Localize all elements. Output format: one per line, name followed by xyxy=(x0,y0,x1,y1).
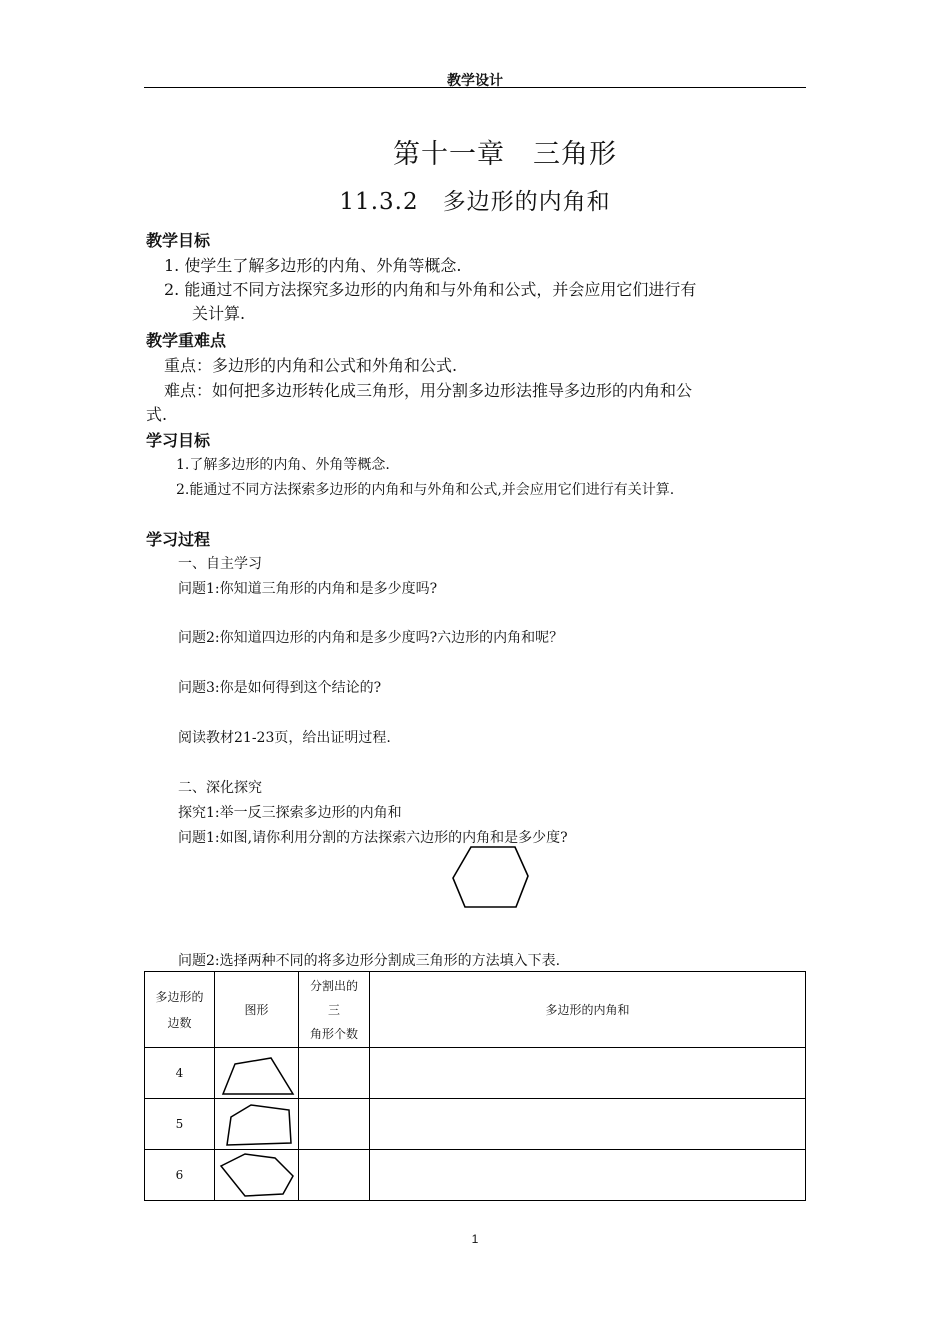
header-triangles-line1: 分割出的 xyxy=(309,978,358,993)
row-sides-5: 5 xyxy=(145,1099,215,1150)
chapter-title: 第十一章 三角形 xyxy=(393,139,617,170)
teaching-goal-2: 2. 能通过不同方法探究多边形的内角和与外角和公式，并会应用它们进行有 xyxy=(164,280,697,299)
pentagon-cell xyxy=(215,1099,299,1150)
row-sum-6[interactable] xyxy=(370,1150,806,1201)
hexagon-figure xyxy=(448,842,532,912)
row-sum-4[interactable] xyxy=(370,1048,806,1099)
question-2: 问题2:你知道四边形的内角和是多少度吗?六边形的内角和呢？ xyxy=(178,630,564,646)
section-deep-explore: 二、深化探究 xyxy=(178,780,262,796)
header-angle-sum: 多边形的内角和 xyxy=(370,972,806,1048)
learning-goals-heading: 学习目标 xyxy=(146,431,211,450)
row-triangles-4[interactable] xyxy=(299,1048,370,1099)
explore-question-1: 问题1:如图,请你利用分割的方法探索六边形的内角和是多少度? xyxy=(178,830,568,846)
header-sides-line2: 边数 xyxy=(167,1015,192,1030)
section-self-study: 一、自主学习 xyxy=(178,556,262,572)
key-point: 重点：多边形的内角和公式和外角和公式. xyxy=(164,356,458,375)
row-triangles-5[interactable] xyxy=(299,1099,370,1150)
table-row xyxy=(145,1099,806,1150)
row-triangles-6[interactable] xyxy=(299,1150,370,1201)
lesson-title: 11.3.2 多边形的内角和 xyxy=(339,189,611,215)
teaching-goal-2-cont: 关计算. xyxy=(192,304,246,323)
polygon-table xyxy=(144,971,806,1201)
learning-process-heading: 学习过程 xyxy=(146,530,211,549)
hexagon-small-figure xyxy=(217,1152,297,1198)
learning-goal-2: 2.能通过不同方法探索多边形的内角和与外角和公式,并会应用它们进行有关计算. xyxy=(176,482,675,498)
table-row xyxy=(145,1150,806,1201)
row-sum-5[interactable] xyxy=(370,1099,806,1150)
teaching-goal-1: 1. 使学生了解多边形的内角、外角等概念. xyxy=(164,256,462,275)
question-1: 问题1:你知道三角形的内角和是多少度吗? xyxy=(178,581,438,597)
page-number: 1 xyxy=(471,1232,479,1246)
header-triangles xyxy=(299,972,370,1048)
header-sides xyxy=(145,972,215,1048)
table-row xyxy=(145,1048,806,1099)
difficult-point: 难点：如何把多边形转化成三角形，用分割多边形法推导多边形的内角和公 xyxy=(164,381,693,400)
header-sides-line1: 多边形的 xyxy=(155,989,204,1004)
teaching-goals-heading: 教学目标 xyxy=(146,231,211,250)
hexagon-cell xyxy=(215,1150,299,1201)
learning-goal-1: 1.了解多边形的内角、外角等概念. xyxy=(176,457,390,473)
explore-question-2: 问题2:选择两种不同的将多边形分割成三角形的方法填入下表. xyxy=(178,953,561,969)
quadrilateral-figure xyxy=(217,1050,297,1096)
row-sides-4: 4 xyxy=(145,1048,215,1099)
page-header: 教学设计 xyxy=(447,73,503,89)
key-points-heading: 教学重难点 xyxy=(146,331,227,350)
difficult-point-cont: 式. xyxy=(146,405,168,424)
header-triangles-line2: 三 xyxy=(327,1002,340,1017)
explore-1: 探究1:举一反三探索多边形的内角和 xyxy=(178,805,402,821)
header-triangles-line3: 角形个数 xyxy=(309,1026,358,1041)
quadrilateral-cell xyxy=(215,1048,299,1099)
question-3: 问题3:你是如何得到这个结论的? xyxy=(178,680,382,696)
header-figure: 图形 xyxy=(215,972,299,1048)
pentagon-figure xyxy=(217,1101,297,1147)
row-sides-6: 6 xyxy=(145,1150,215,1201)
header-rule xyxy=(144,87,806,88)
table-header-row xyxy=(145,972,806,1048)
reading-task: 阅读教材21-23页，给出证明过程. xyxy=(178,730,391,746)
